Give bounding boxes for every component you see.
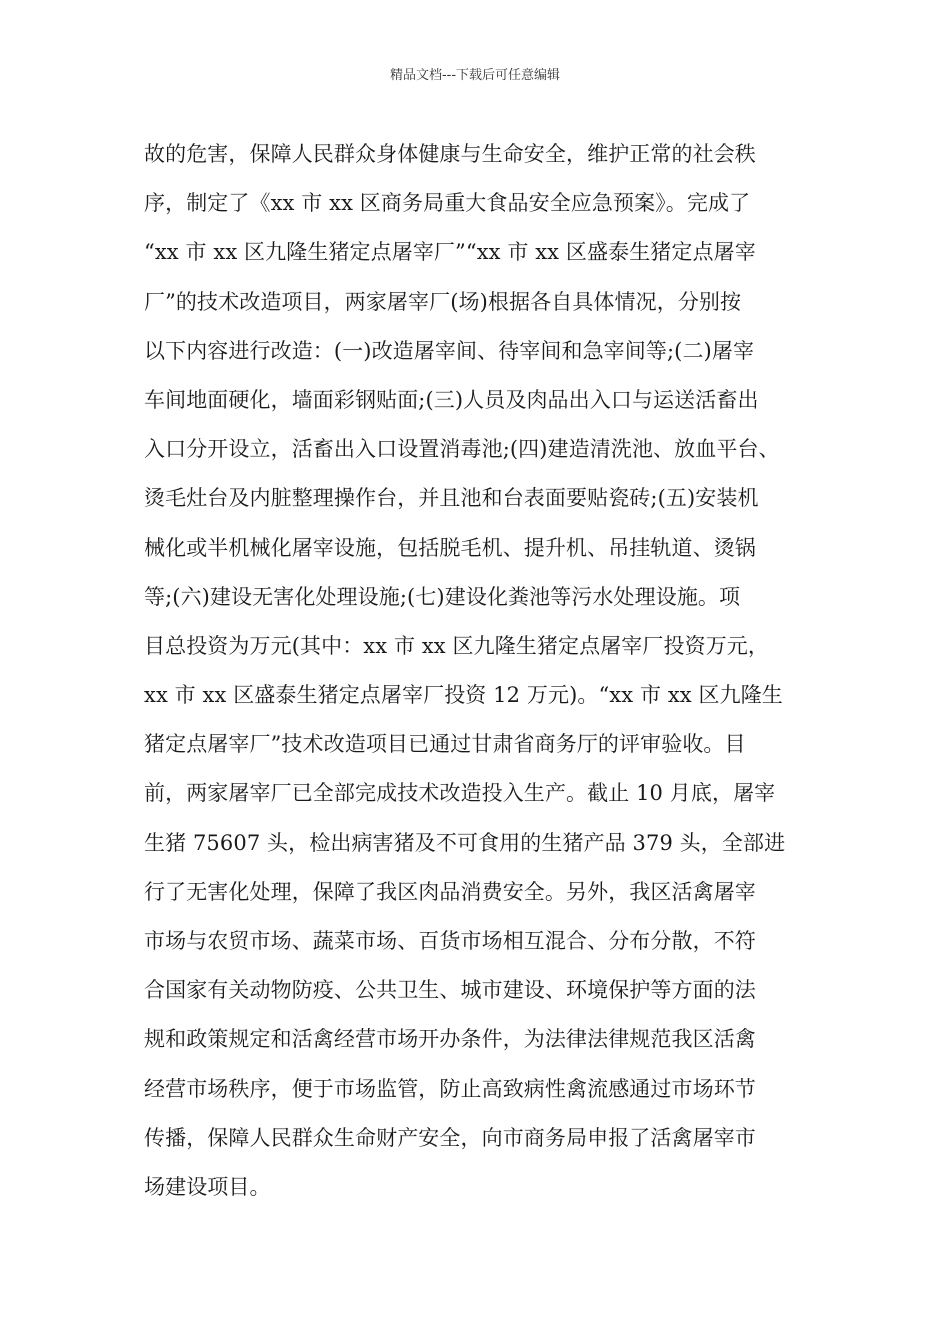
text-line: xx 市 xx 区盛泰生猪定点屠宰厂投资 12 万元)。“xx 市 xx 区九隆生 bbox=[144, 683, 783, 708]
body-paragraph bbox=[144, 130, 824, 1212]
text-line: 等;(六)建设无害化处理设施;(七)建设化粪池等污水处理设施。项 bbox=[144, 584, 741, 609]
text-line: 规和政策规定和活禽经营市场开办条件，为法律法律规范我区活禽 bbox=[144, 1027, 756, 1052]
text-line: 生猪 75607 头，检出病害猪及不可食用的生猪产品 379 头，全部进 bbox=[144, 830, 786, 855]
page-header: 精品文档---下载后可任意编辑 bbox=[389, 68, 561, 83]
text-line: 前，两家屠宰厂已全部完成技术改造投入生产。截止 10 月底，屠宰 bbox=[144, 781, 776, 806]
text-line: 入口分开设立，活畜出入口设置消毒池;(四)建造清洗池、放血平台、 bbox=[144, 437, 780, 462]
text-line: “xx 市 xx 区九隆生猪定点屠宰厂”“xx 市 xx 区盛泰生猪定点屠宰 bbox=[144, 240, 756, 265]
text-line: 经营市场秩序，便于市场监管，防止高致病性禽流感通过市场环节 bbox=[144, 1076, 756, 1101]
text-line: 械化或半机械化屠宰设施，包括脱毛机、提升机、吊挂轨道、烫锅 bbox=[144, 535, 756, 560]
text-line: 行了无害化处理，保障了我区肉品消费安全。另外，我区活禽屠宰 bbox=[144, 879, 756, 904]
text-line: 场建设项目。 bbox=[144, 1174, 271, 1199]
text-line: 故的危害，保障人民群众身体健康与生命安全，维护正常的社会秩 bbox=[144, 142, 756, 166]
text-line: 厂”的技术改造项目，两家屠宰厂(场)根据各自具体情况，分别按 bbox=[144, 289, 742, 314]
text-line: 烫毛灶台及内脏整理操作台，并且池和台表面要贴瓷砖;(五)安装机 bbox=[144, 486, 759, 511]
text-line: 市场与农贸市场、蔬菜市场、百货市场相互混合、分布分散，不符 bbox=[144, 929, 756, 953]
text-line: 合国家有关动物防疫、公共卫生、城市建设、环境保护等方面的法 bbox=[144, 978, 756, 1003]
text-line: 猪定点屠宰厂”技术改造项目已通过甘肃省商务厅的评审验收。目 bbox=[144, 732, 746, 757]
text-line: 目总投资为万元(其中：xx 市 xx 区九隆生猪定点屠宰厂投资万元， bbox=[144, 633, 769, 658]
text-line: 车间地面硬化，墙面彩钢贴面;(三)人员及肉品出入口与运送活畜出 bbox=[144, 387, 759, 412]
text-line: 序，制定了《xx 市 xx 区商务局重大食品安全应急预案》。完成了 bbox=[144, 191, 751, 216]
text-line: 传播，保障人民群众生命财产安全，向市商务局申报了活禽屠宰市 bbox=[144, 1125, 756, 1150]
text-line: 以下内容进行改造：(一)改造屠宰间、待宰间和急宰间等;(二)屠宰 bbox=[144, 338, 755, 363]
